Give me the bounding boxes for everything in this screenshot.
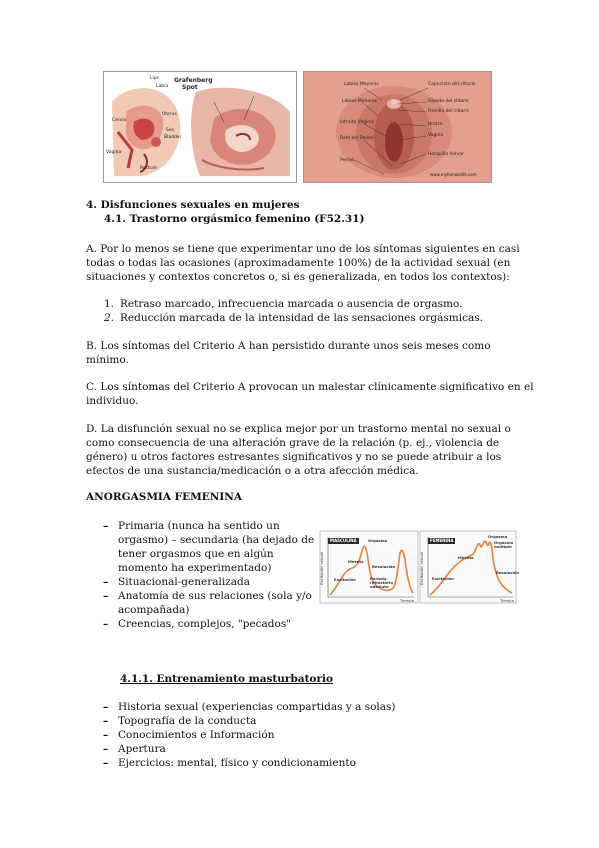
subsection-heading: 4.1. Trastorno orgásmico femenino (F52.31) (104, 213, 365, 225)
anatomy-label: Introito Vaginal (340, 120, 375, 125)
anatomy-label: Rafe del Periné (340, 136, 374, 141)
list-item (86, 756, 486, 770)
anatomy-illustration-right (304, 72, 491, 182)
text-line: efectos de una sustancia/medicación o a otra afección médica. (86, 465, 419, 477)
list-item-text: Retraso marcado, infrecuencia marcada o ausencia de orgasmo. (120, 298, 463, 310)
text-line: A. Por lo menos se tiene que experimentar uno de los síntomas siguientes en casi (86, 243, 520, 255)
anatomy-watermark: www.myfemalelife.com (430, 172, 477, 177)
list-item-text: Historia sexual (experiencias compartidas y a solas) (118, 701, 396, 713)
list-item-text: Ejercicios: mental, físico y condicionamiento (118, 757, 356, 769)
criterion-a (86, 242, 520, 284)
text-line: B. Los síntomas del Criterio A han persistido durante unos seis meses como (86, 340, 491, 352)
text-line: como consecuencia de una alteración grave de la relación (p. ej., violencia de (86, 437, 500, 449)
anatomy-figure-right (303, 71, 492, 183)
chart-label: Resolución (372, 564, 396, 569)
text-line: Anatomía de sus relaciones (sola y/o (118, 590, 312, 602)
list-item (86, 728, 486, 742)
subsection-heading-411: 4.1.1. Entrenamiento masturbatorio (120, 673, 333, 685)
anatomy-label: Labios Mayores (344, 82, 379, 87)
anatomy-label: Bladder (164, 135, 182, 140)
anorgasmia-list (86, 519, 316, 631)
list-item-text: Reducción marcada de la intensidad de las sensaciones orgásmicas. (120, 312, 483, 324)
list-item-text: Conocimientos e Información (118, 729, 275, 741)
masturbatory-training-list (86, 700, 486, 770)
list-number: 2. (104, 312, 115, 324)
text-line: acompañada) (118, 604, 190, 616)
anatomy-illustration-left (104, 72, 296, 182)
anatomy-label: Periné (340, 158, 355, 163)
criterion-c (86, 380, 534, 408)
list-item (86, 519, 316, 575)
dash-bullet: – (103, 520, 109, 532)
anatomy-figure-left (103, 71, 297, 183)
anatomy-label: Labios Menores (342, 99, 378, 104)
text-line: tener orgasmos que en algún (118, 548, 274, 560)
anatomy-label: Horquilla Vulvar (428, 152, 464, 157)
list-item (86, 617, 316, 631)
anatomy-label: Vagina (428, 133, 444, 138)
text-line: D. La disfunción sexual no se explica mejor por un trastorno mental no sexual o (86, 423, 511, 435)
anatomy-label: Labia (156, 84, 169, 89)
dash-bullet: – (103, 757, 109, 769)
chart-title-male: MASCULINA (330, 538, 357, 543)
dash-bullet: – (103, 576, 109, 588)
chart-label: Orgasmo múltiple (494, 540, 514, 549)
text-line: C. Los síntomas del Criterio A provocan un malestar clínicamente significativo en el (86, 381, 534, 393)
list-number: 1. (104, 298, 115, 310)
text-line: Primaria (nunca ha sentido un (118, 520, 280, 532)
anatomy-label: Sex (166, 128, 175, 133)
anatomy-label: Glande del clítoris (428, 99, 469, 104)
list-item (86, 297, 516, 311)
list-item (86, 742, 486, 756)
chart-axis-label: Tiempo (500, 598, 515, 603)
anorgasmia-heading: ANORGASMIA FEMENINA (86, 491, 242, 503)
list-item-text: Apertura (118, 743, 166, 755)
dash-bullet: – (103, 729, 109, 741)
criterion-d (86, 422, 520, 478)
text-line: situaciones y contextos concretos o, si es generalizada, en todos los contextos): (86, 271, 510, 283)
chart-label: Orgasmo (488, 534, 508, 539)
anatomy-label: Rectum (140, 166, 158, 171)
anatomy-label: Frenillo del clítoris (428, 109, 469, 114)
criterion-a-list (86, 297, 516, 325)
anatomy-label: Uterus (162, 112, 177, 117)
list-item-text: Creencias, complejos, "pecados" (118, 618, 292, 630)
text-line: momento ha experimentado) (118, 562, 272, 574)
sexual-response-figure (318, 529, 518, 607)
anatomy-label: Vagina (106, 150, 122, 155)
chart-title-female: FEMENINA (430, 538, 454, 543)
chart-label: Excitación (334, 577, 356, 582)
text-line: género) u otros factores estresantes significativos y no se puede atribuir a los (86, 451, 502, 463)
chart-label: Excitación (432, 576, 454, 581)
anatomy-label: Cervix (112, 118, 127, 123)
list-item (86, 575, 316, 589)
chart-label: Orgasmo (368, 538, 388, 543)
list-item (86, 700, 486, 714)
anatomy-label: Spot (182, 84, 198, 91)
chart-label: Meseta (348, 559, 364, 564)
list-item-text: Topografía de la conducta (118, 715, 257, 727)
chart-axis-label: Tiempo (400, 598, 415, 603)
section-heading: 4. Disfunciones sexuales en mujeres (86, 199, 300, 211)
chart-label: Meseta (458, 555, 474, 560)
dash-bullet: – (103, 618, 109, 630)
text-line: todas o todas las ocasiones (aproximadamente 100%) de la actividad sexual (en (86, 257, 511, 269)
anatomy-label: Lips (150, 76, 159, 81)
list-item (86, 714, 486, 728)
anatomy-label: Capuchón del clítoris (428, 82, 476, 87)
list-item (86, 589, 316, 617)
dash-bullet: – (103, 743, 109, 755)
chart-label: Resolución (496, 570, 520, 575)
list-item (86, 311, 516, 325)
dash-bullet: – (103, 590, 109, 602)
chart-axis-label: Excitación sexual (319, 552, 324, 585)
chart-axis-label: Excitación sexual (419, 552, 424, 585)
list-item-text: Situacional-generalizada (118, 576, 250, 588)
text-line: individuo. (86, 395, 139, 407)
text-line: orgasmo) – secundaria (ha dejado de (118, 534, 315, 546)
anatomy-label: Uretra (428, 122, 443, 127)
criterion-b (86, 339, 520, 367)
text-line: mínimo. (86, 354, 129, 366)
anatomy-label: Grafenberg (174, 77, 213, 84)
chart-label: Periodo refractario absoluto (370, 576, 393, 589)
dash-bullet: – (103, 701, 109, 713)
dash-bullet: – (103, 715, 109, 727)
